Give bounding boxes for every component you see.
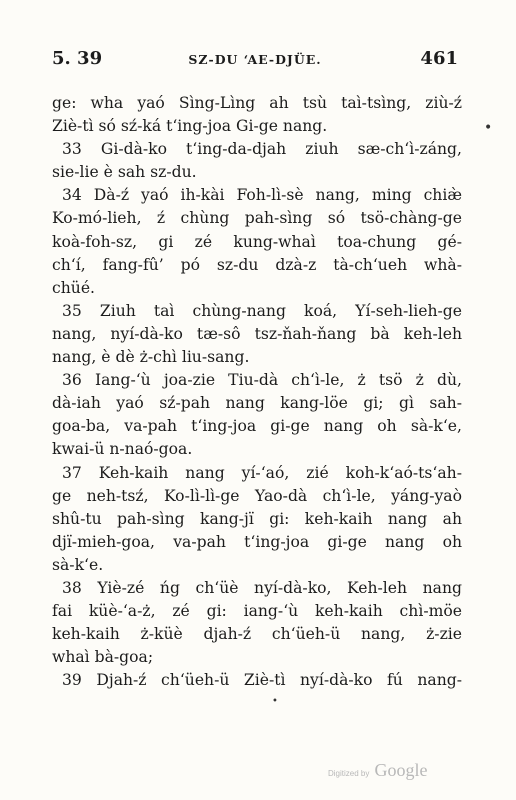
- page-header: [52, 48, 458, 74]
- text-line: djï-mieh-goa, va-pah t‘ing-joa gi-ge nang oh: [52, 532, 462, 551]
- text-line: whaì bà-goa;: [52, 648, 154, 667]
- stray-mark: •: [484, 120, 493, 136]
- text-line: ge: wha yaó Sìng-Lìng ah tsù taì-tsìng, ziù-ź: [52, 94, 462, 112]
- text-line: Ko-mó-lieh, ź chùng pah-sìng só tsö-chàng-ge: [52, 209, 462, 228]
- verse-33-start: 33 Gi-dà-ko t‘ing-da-djah ziuh sæ-ch‘ì-záng,: [62, 140, 462, 159]
- text-line: ch‘í, fang-fû’ pó sz-du dzà-z tà-ch‘ueh whà-: [52, 255, 462, 274]
- text-line: dà-iah yaó sź-pah nang kang-löe gi; gì sah-: [52, 394, 462, 413]
- verse-35-start: 35 Ziuh taì chùng-nang koá, Yí-seh-lieh-ge: [62, 301, 462, 320]
- page-number: 461: [420, 48, 458, 69]
- verse-37-start: 37 Keh-kaih nang yí-‘aó, zié koh-k‘aó-ts‘ah-: [62, 463, 462, 482]
- verse-36-start: 36 Iang-‘ù joa-zie Tiu-dà ch‘ì-le, ż tsö ż dù,: [62, 371, 462, 390]
- text-line: koà-foh-sz, gi zé kung-whaì toa-chung gé-: [52, 232, 462, 251]
- digitization-watermark: [328, 760, 427, 781]
- verse-38-start: 38 Yiè-zé ńg ch‘üè nyí-dà-ko, Keh-leh nang: [62, 578, 462, 597]
- google-wordmark: Google: [374, 760, 428, 780]
- text-line: fai küè-‘a-ż, zé gi: iang-‘ù keh-kaih chì-möe: [52, 602, 462, 621]
- text-line: nang, è dè ż-chì liu-sang.: [52, 348, 250, 367]
- running-title: SZ-DU ‘AE-DJÜE.: [188, 52, 322, 67]
- stray-mark: •: [272, 696, 278, 707]
- text-line: goa-ba, va-pah t‘ing-joa gi-ge nang oh sà-k‘e,: [52, 417, 462, 436]
- text-line: keh-kaih ż-küè djah-ź ch‘üeh-ü nang, ż-zie: [52, 625, 462, 644]
- text-line: kwai-ü n-naó-goa.: [52, 440, 193, 459]
- text-line: Ziè-tì só sź-ká t‘ing-joa Gi-ge nang.: [52, 117, 328, 136]
- body-text: [52, 92, 462, 692]
- text-line: nang, nyí-dà-ko tæ-sô tsz-ňah-ňang bà keh-leh: [52, 324, 462, 343]
- verse-39-start: 39 Djah-ź ch‘üeh-ü Ziè-tì nyí-dà-ko fú nang-: [62, 671, 462, 690]
- digitized-by-label: Digitized by: [328, 769, 370, 778]
- text-line: sie-lie è sah sz-du.: [52, 163, 197, 182]
- text-line: chüé.: [52, 278, 96, 297]
- chapter-verse-ref: 5. 39: [52, 48, 103, 69]
- text-line: ge neh-tsź, Ko-lì-lì-ge Yao-dà ch‘ì-le, yáng-yaò: [52, 486, 462, 505]
- text-line: shû-tu pah-sìng kang-jï gi: keh-kaih nang ah: [52, 509, 462, 528]
- text-line: sà-k‘e.: [52, 555, 104, 574]
- verse-34-start: 34 Dà-ź yaó ih-kài Foh-lì-sè nang, ming chiæ̀: [62, 186, 462, 205]
